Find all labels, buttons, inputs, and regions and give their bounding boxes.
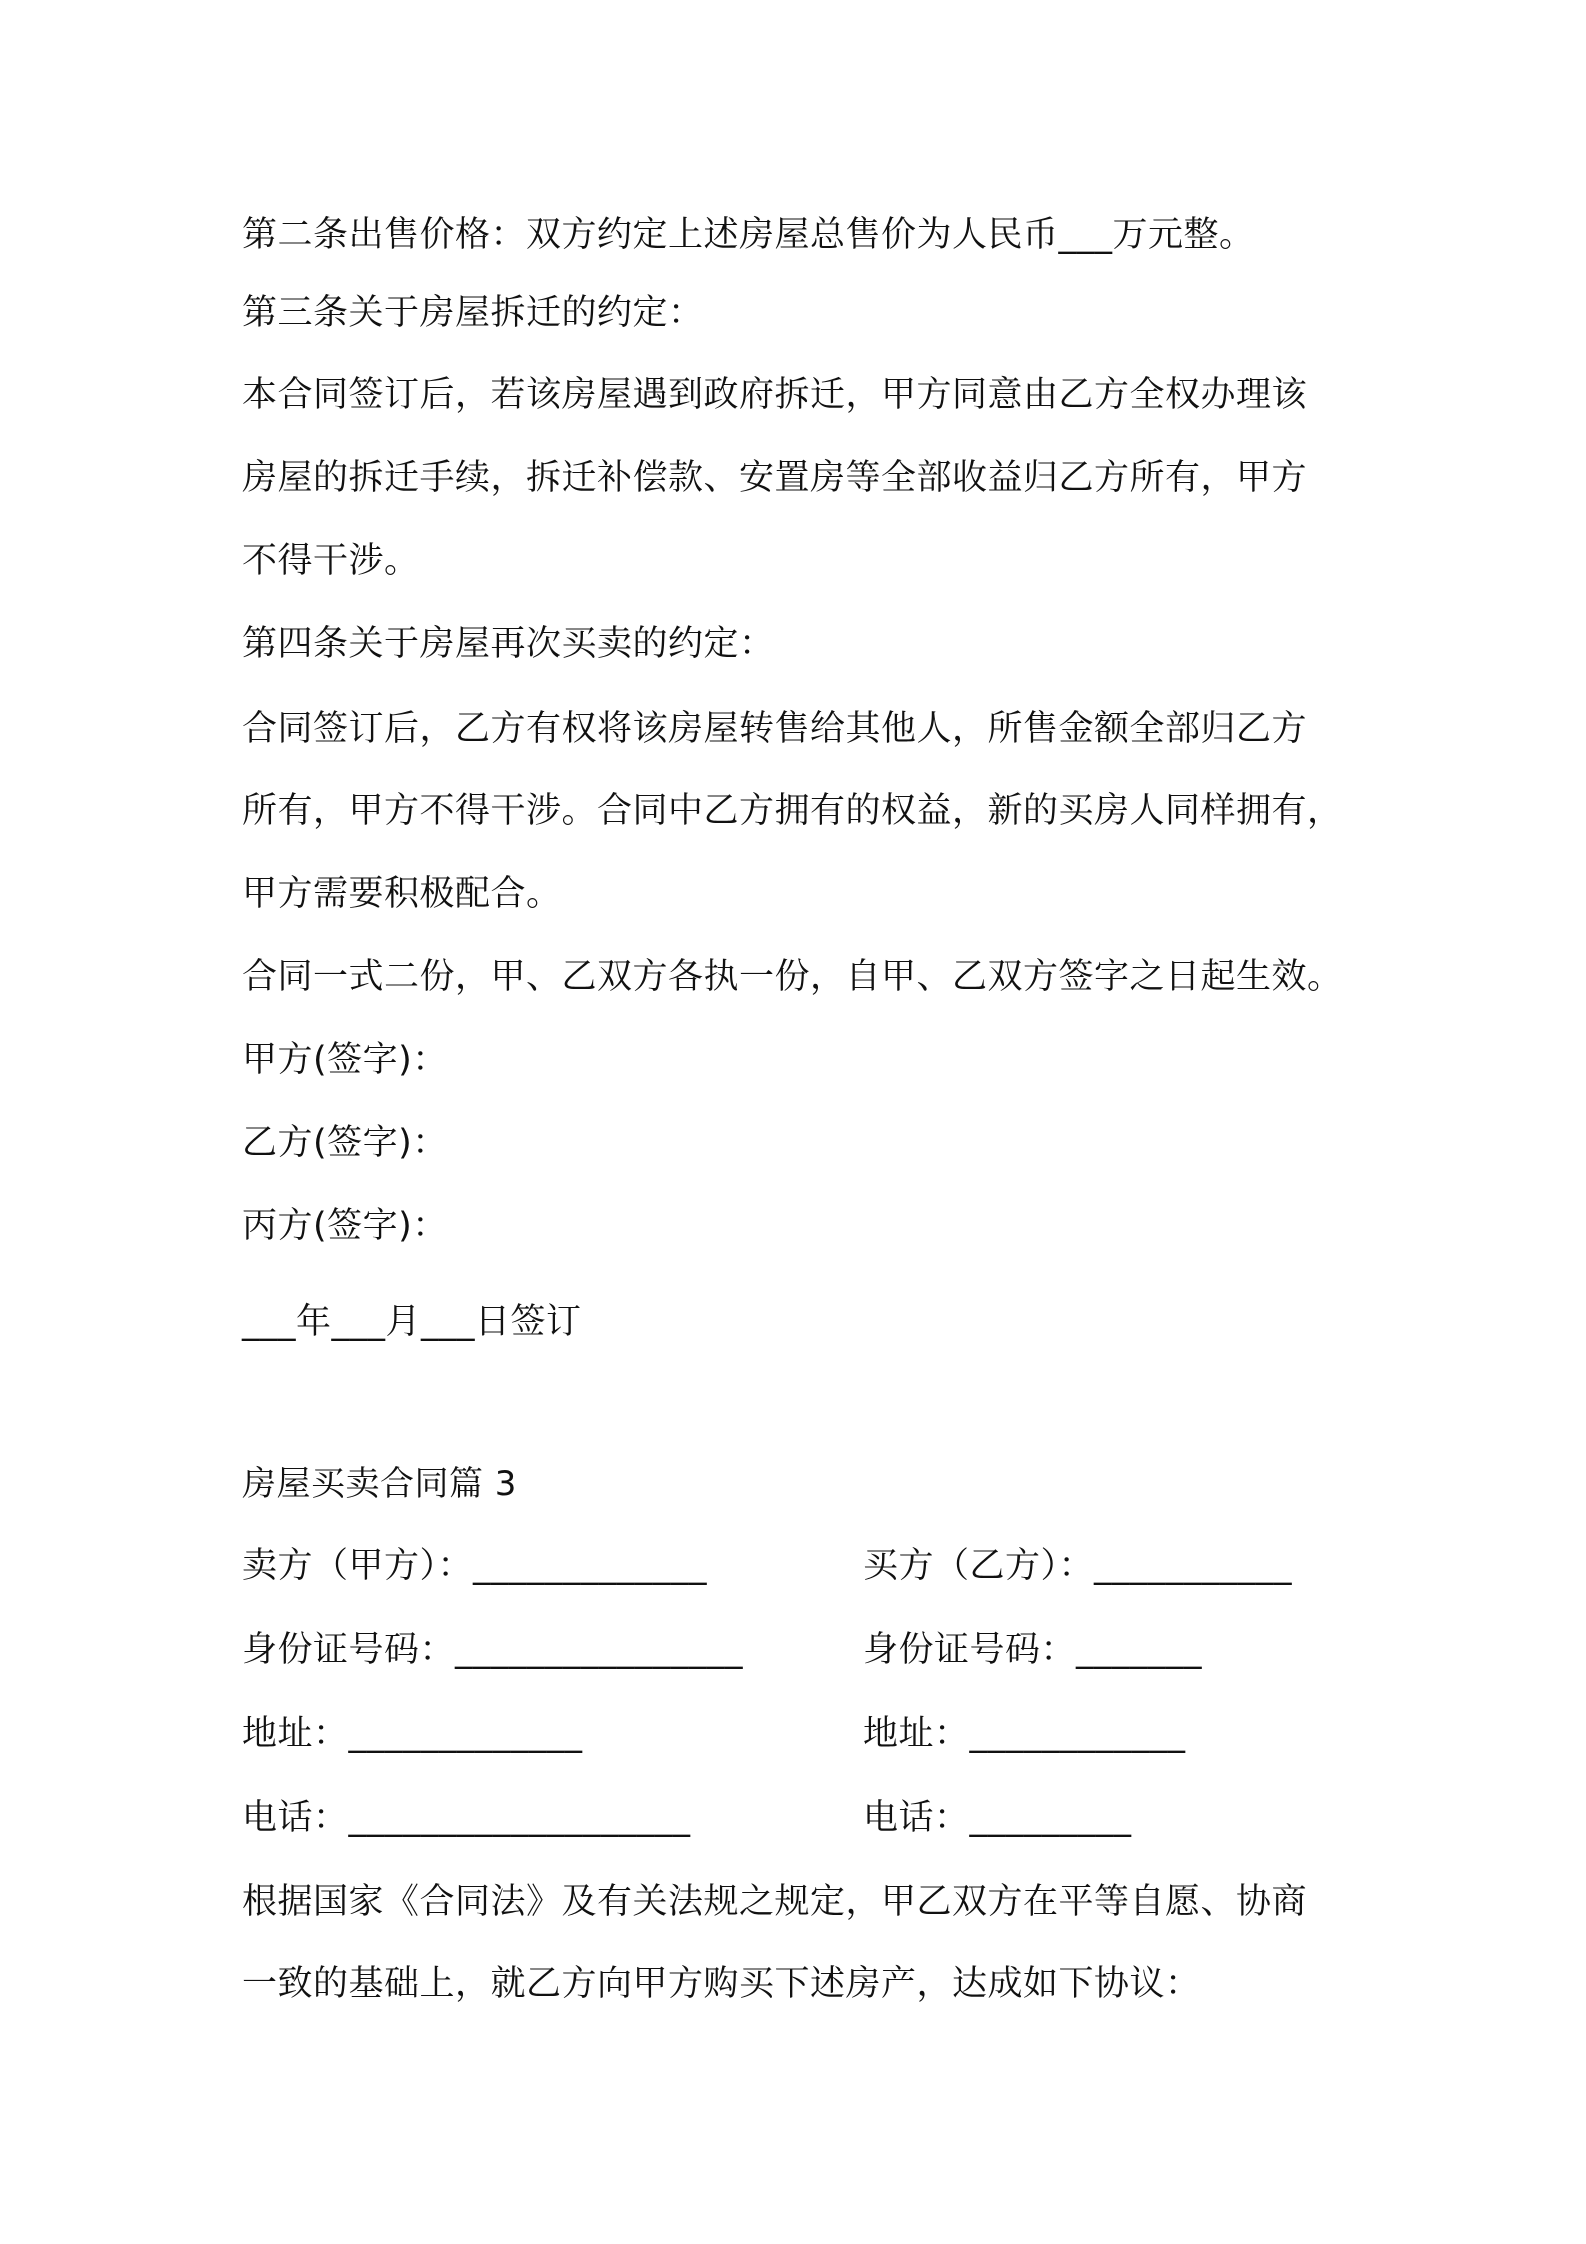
signature-party-a: 甲方(签字)： bbox=[242, 1040, 448, 1080]
article3-title: 第三条关于房屋拆迁的约定： bbox=[242, 293, 704, 333]
signature-date: ___年___月___日签订 bbox=[242, 1302, 582, 1342]
article4-line-3: 甲方需要积极配合。 bbox=[242, 874, 562, 914]
article4-line-2: 所有，甲方不得干涉。合同中乙方拥有的权益，新的买房人同样拥有， bbox=[242, 791, 1343, 831]
article3-line-1: 本合同签订后，若该房屋遇到政府拆迁，甲方同意由乙方全权办理该 bbox=[242, 375, 1308, 415]
signature-party-c: 丙方(签字)： bbox=[242, 1206, 448, 1246]
signature-party-b: 乙方(签字)： bbox=[242, 1123, 448, 1163]
buyer-address-field: 地址：____________ bbox=[863, 1714, 1186, 1754]
article3-line-3: 不得干涉。 bbox=[242, 541, 420, 581]
article4-line-1: 合同签订后，乙方有权将该房屋转售给其他人，所售金额全部归乙方 bbox=[242, 709, 1308, 749]
contract3-title: 房屋买卖合同篇 3 bbox=[242, 1464, 517, 1504]
buyer-phone-field: 电话：_________ bbox=[863, 1798, 1132, 1838]
buyer-field: 买方（乙方）：___________ bbox=[863, 1546, 1293, 1586]
seller-field: 卖方（甲方）：_____________ bbox=[242, 1546, 708, 1586]
buyer-id-field: 身份证号码：_______ bbox=[863, 1630, 1203, 1670]
seller-phone-field: 电话：___________________ bbox=[242, 1798, 691, 1838]
preamble-line-1: 根据国家《合同法》及有关法规之规定，甲乙双方在平等自愿、协商 bbox=[242, 1882, 1308, 1922]
article2-price: 第二条出售价格：双方约定上述房屋总售价为人民币___万元整。 bbox=[242, 215, 1255, 255]
preamble-line-2: 一致的基础上，就乙方向甲方购买下述房产，达成如下协议： bbox=[242, 1964, 1201, 2004]
article4-title: 第四条关于房屋再次买卖的约定： bbox=[242, 624, 775, 664]
seller-address-field: 地址：_____________ bbox=[242, 1714, 583, 1754]
copies-clause: 合同一式二份，甲、乙双方各执一份，自甲、乙双方签字之日起生效。 bbox=[242, 957, 1343, 997]
article3-line-2: 房屋的拆迁手续，拆迁补偿款、安置房等全部收益归乙方所有，甲方 bbox=[242, 458, 1308, 498]
seller-id-field: 身份证号码：________________ bbox=[242, 1630, 744, 1670]
